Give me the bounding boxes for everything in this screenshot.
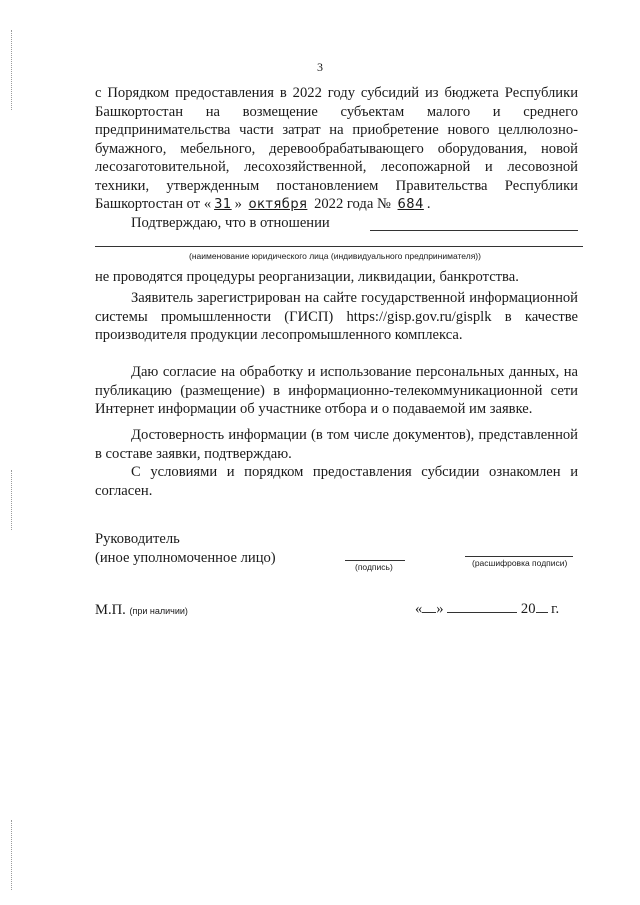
signatory-block xyxy=(95,530,276,567)
signatory-subtitle: (иное уполномоченное лицо) xyxy=(95,549,276,566)
date-field: « » 20 г. xyxy=(415,601,560,617)
decoding-caption: (расшифровка подписи) xyxy=(472,558,568,568)
date-suffix: г. xyxy=(551,601,560,617)
entity-name-line xyxy=(95,246,583,247)
paragraph-no-procedures: не проводятся процедуры реорганизации, ликвидации, банкротства. xyxy=(95,269,519,285)
decree-number: 684 xyxy=(397,197,424,212)
paragraph-consent: Даю согласие на обработку и использование персональных данных, на публикацию (размещение) в информационно-телекоммуникационной сети Интернет информации об участнике отбора и о подаваемой им заявке. xyxy=(95,364,578,417)
date-month-blank xyxy=(447,600,517,613)
decree-month: октября xyxy=(248,197,308,212)
entity-name-caption: (наименование юридического лица (индивидуального предпринимателя)) xyxy=(189,251,481,261)
signature-line xyxy=(345,560,405,561)
decree-year: 2022 года № xyxy=(314,196,391,212)
signatory-title: Руководитель xyxy=(95,531,180,547)
paragraph-conditions: С условиями и порядком предоставления субсидии ознакомлен и согласен. xyxy=(95,464,578,499)
paragraph-reliability: Достоверность информации (в том числе документов), представленной в составе заявки, подтверждаю. xyxy=(95,427,578,462)
confirm-fill-line xyxy=(370,230,578,231)
margin-mark xyxy=(11,470,14,530)
date-year-blank xyxy=(536,600,548,613)
margin-mark xyxy=(11,820,14,890)
paragraph-procedure: с Порядком предоставления в 2022 году субсидий из бюджета Республики Башкортостан на возмещение субъектам малого и среднего предпринимательства части затрат на приобретение нового целлюлозно-бумажного, мебельного, деревообрабатывающего оборудования, новой лесозаготовительной, лесохозяйственной, лесопожарной и лесовозной техники, утвержденным постановлением Правительства Республики Башкортостан от « 31 » октября 2022 года № 684 . xyxy=(95,85,578,212)
procedure-text: с Порядком предоставления в 2022 году субсидий из бюджета Республики Башкортостан на возмещение субъектам малого и среднего предпринимательства части затрат на приобретение нового целлюлозно-бумажного, мебельного, деревообрабатывающего оборудования, новой лесозаготовительной, лесохозяйственной, лесопожарной и лесовозной техники, утвержденным постановлением Правительства Республики Башкортостан от xyxy=(95,85,578,212)
stamp-note: (при наличии) xyxy=(129,606,188,616)
stamp-label: М.П. xyxy=(95,602,126,618)
confirm-label: Подтверждаю, что в отношении xyxy=(131,215,330,231)
date-day-blank xyxy=(422,600,436,613)
date-year-prefix: 20 xyxy=(520,601,536,617)
signature-caption: (подпись) xyxy=(355,562,393,572)
paragraph-gisp: Заявитель зарегистрирован на сайте государственной информационной системы промышленности (ГИСП) https://gisp.gov.ru/gisplk в качестве производителя продукции лесопромышленного комплекса. xyxy=(95,290,578,343)
page-number: 3 xyxy=(317,60,323,74)
decoding-line xyxy=(465,556,573,557)
stamp-place xyxy=(95,602,188,619)
decree-day: 31 xyxy=(214,197,232,212)
